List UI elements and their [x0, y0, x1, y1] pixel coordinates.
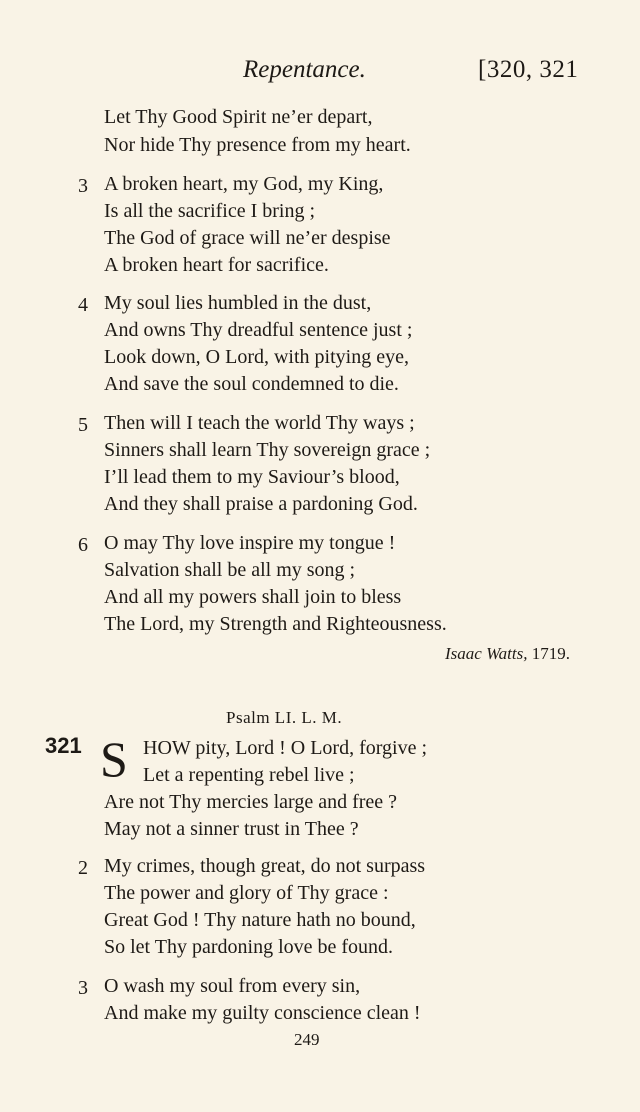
hymn-attribution	[445, 644, 570, 664]
verse-line: Look down, O Lord, with pitying eye,	[104, 346, 409, 368]
verse-line: My crimes, though great, do not surpass	[104, 855, 426, 877]
verse-line: O wash my soul from every sin,	[104, 975, 361, 997]
verse-line: And all my powers shall join to bless	[104, 586, 402, 608]
verse-line: Sinners shall learn Thy sovereign grace ;	[104, 439, 431, 461]
verse-line: And save the soul condemned to die.	[104, 373, 399, 395]
verse-line: A broken heart, my God, my King,	[104, 173, 384, 195]
verse-line: Great God ! Thy nature hath no bound,	[104, 909, 416, 931]
verse-number: 2	[78, 857, 88, 879]
verse-line: The God of grace will ne’er despise	[104, 227, 391, 249]
verse-line: So let Thy pardoning love be found.	[104, 936, 394, 958]
verse-line: The Lord, my Strength and Righteousness.	[104, 613, 447, 635]
attribution-author: Isaac Watts,	[445, 644, 528, 663]
verse-number: 6	[78, 534, 88, 556]
section-title: Repentance.	[243, 56, 366, 83]
verse-line: Nor hide Thy presence from my heart.	[104, 134, 411, 156]
hymn-number-range: [320, 321	[478, 56, 579, 83]
verse-number: 3	[78, 977, 88, 999]
verse-line: Is all the sacrifice I bring ;	[104, 200, 316, 222]
attribution-year: 1719.	[531, 644, 570, 663]
verse-line: Let Thy Good Spirit ne’er depart,	[104, 106, 373, 128]
verse-line: The power and glory of Thy grace :	[104, 882, 389, 904]
verse-line: O may Thy love inspire my tongue !	[104, 532, 396, 554]
running-header	[0, 56, 640, 96]
page-number: 249	[294, 1030, 320, 1049]
verse-line: I’ll lead them to my Saviour’s blood,	[104, 466, 400, 488]
verse-line: My soul lies humbled in the dust,	[104, 292, 372, 314]
verse-number: 4	[78, 294, 88, 316]
verse-line: And they shall praise a pardoning God.	[104, 493, 418, 515]
verse-line: Then will I teach the world Thy ways ;	[104, 412, 415, 434]
verse-line: Let a repenting rebel live ;	[143, 764, 355, 786]
verse-number: 3	[78, 175, 88, 197]
hymn-321-number: 321	[45, 733, 82, 758]
drop-cap: S	[100, 731, 128, 787]
verse-line: And owns Thy dreadful sentence just ;	[104, 319, 413, 341]
verse-line: HOW pity, Lord ! O Lord, forgive ;	[143, 737, 428, 759]
verse-line: May not a sinner trust in Thee ?	[104, 818, 359, 840]
verse-number: 5	[78, 414, 88, 436]
verse-line: A broken heart for sacrifice.	[104, 254, 329, 276]
verse-line: Are not Thy mercies large and free ?	[104, 791, 398, 813]
hymn-321-heading: Psalm LI. L. M.	[226, 708, 343, 727]
verse-line: Salvation shall be all my song ;	[104, 559, 356, 581]
verse-line: And make my guilty conscience clean !	[104, 1002, 421, 1024]
